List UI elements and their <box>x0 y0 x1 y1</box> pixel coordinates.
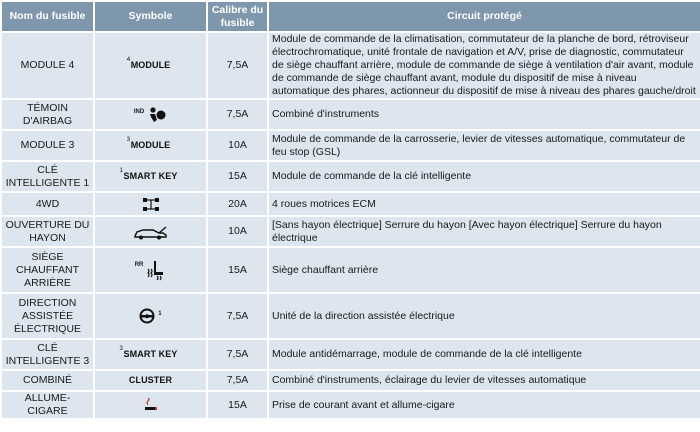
fuse-symbol <box>95 340 206 369</box>
cigar-lighter-icon <box>143 398 159 412</box>
symbol-index: 3 <box>126 137 131 143</box>
table-row <box>2 217 700 246</box>
fuse-name: MODULE 3 <box>2 131 93 160</box>
tailgate-open-icon <box>133 224 169 240</box>
airbag-indicator-icon <box>147 106 167 124</box>
fuse-circuit: 4 roues motrices ECM <box>269 193 700 215</box>
fuse-symbol <box>95 248 206 292</box>
steering-wheel-icon <box>139 308 155 324</box>
fuse-name: OUVERTURE DU HAYON <box>2 217 93 246</box>
fuse-circuit: Module de commande de la climatisation, commutateur de la planche de bord, rétroviseur électrochromatique, unité frontale de navigation et A/V, prise de diagnostic, commutateur de siège chauffant arrière, module de commande de siège à ventilation d'air avant, module de commande de siège chauffant avant, module du dispositif de mise à niveau automatique des phares, actionneur du dispositif de mise à niveau des phares gauche/droit <box>269 33 700 98</box>
symbol-label: MODULE <box>130 60 171 70</box>
fuse-circuit: Combiné d'instruments <box>269 100 700 129</box>
symbol-index: IND <box>133 108 145 115</box>
table-row <box>2 131 700 160</box>
fuse-name: 4WD <box>2 193 93 215</box>
table-row <box>2 33 700 98</box>
fuse-circuit: [Sans hayon électrique] Serrure du hayon [Avec hayon électrique] Serrure du hayon électrique <box>269 217 700 246</box>
fuse-symbol <box>95 217 206 246</box>
fuse-circuit: Unité de la direction assistée électrique <box>269 294 700 338</box>
table-row <box>2 371 700 390</box>
fuse-rating: 7,5A <box>208 371 267 390</box>
table-row <box>2 248 700 292</box>
table-row <box>2 294 700 338</box>
fuse-circuit: Prise de courant avant et allume-cigare <box>269 392 700 418</box>
fuse-symbol <box>95 294 206 338</box>
fuse-name: MODULE 4 <box>2 33 93 98</box>
fuse-name: TÉMOIN D'AIRBAG <box>2 100 93 129</box>
fuse-circuit: Module de commande de la clé intelligente <box>269 162 700 191</box>
fuse-symbol <box>95 371 206 390</box>
fuse-name: ALLUME-CIGARE <box>2 392 93 418</box>
fuse-name: COMBINÉ <box>2 371 93 390</box>
fuse-rating: 7,5A <box>208 33 267 98</box>
fuse-name: CLÉ INTELLIGENTE 3 <box>2 340 93 369</box>
fuse-symbol <box>95 100 206 129</box>
symbol-label: CLUSTER <box>128 375 173 385</box>
header-rating: Calibre du fusible <box>208 2 267 31</box>
fuse-symbol <box>95 193 206 215</box>
fuse-circuit: Module de commande de la carrosserie, levier de vitesses automatique, commutateur de feu stop (GSL) <box>269 131 700 160</box>
fuse-symbol <box>95 131 206 160</box>
fuse-rating: 7,5A <box>208 340 267 369</box>
fuse-rating: 10A <box>208 217 267 246</box>
header-circuit: Circuit protégé <box>269 2 700 31</box>
symbol-label: MODULE <box>130 140 171 150</box>
fuse-rating: 15A <box>208 248 267 292</box>
fuse-circuit: Module antidémarrage, module de commande de la clé intelligente <box>269 340 700 369</box>
symbol-index: 1 <box>119 168 123 174</box>
fuse-rating: 10A <box>208 131 267 160</box>
symbol-index: 4 <box>126 57 131 63</box>
symbol-index: RR <box>134 262 144 268</box>
table-row <box>2 392 700 418</box>
table-row <box>2 340 700 369</box>
fuse-rating: 15A <box>208 162 267 191</box>
symbol-index: 1 <box>158 311 162 317</box>
header-symbol: Symbole <box>95 2 206 31</box>
four-wheel-drive-icon <box>142 197 160 212</box>
symbol-label: SMART KEY <box>123 349 178 359</box>
fuse-rating: 20A <box>208 193 267 215</box>
fuse-rating: 15A <box>208 392 267 418</box>
table-row <box>2 162 700 191</box>
header-fuse-name: Nom du fusible <box>2 2 93 31</box>
fuse-circuit: Combiné d'instruments, éclairage du levier de vitesses automatique <box>269 371 700 390</box>
fuse-name: SIÈGE CHAUFFANT ARRIÈRE <box>2 248 93 292</box>
table-row <box>2 193 700 215</box>
symbol-label: SMART KEY <box>123 171 178 181</box>
heated-seat-icon <box>146 259 166 281</box>
fuse-symbol <box>95 33 206 98</box>
header-row <box>2 2 700 31</box>
fuse-symbol <box>95 162 206 191</box>
fuse-circuit: Siège chauffant arrière <box>269 248 700 292</box>
fuse-rating: 7,5A <box>208 100 267 129</box>
symbol-index: 3 <box>119 346 123 352</box>
fuse-name: DIRECTION ASSISTÉE ÉLECTRIQUE <box>2 294 93 338</box>
table-row <box>2 100 700 129</box>
fuse-rating: 7,5A <box>208 294 267 338</box>
fuse-symbol <box>95 392 206 418</box>
fuse-name: CLÉ INTELLIGENTE 1 <box>2 162 93 191</box>
